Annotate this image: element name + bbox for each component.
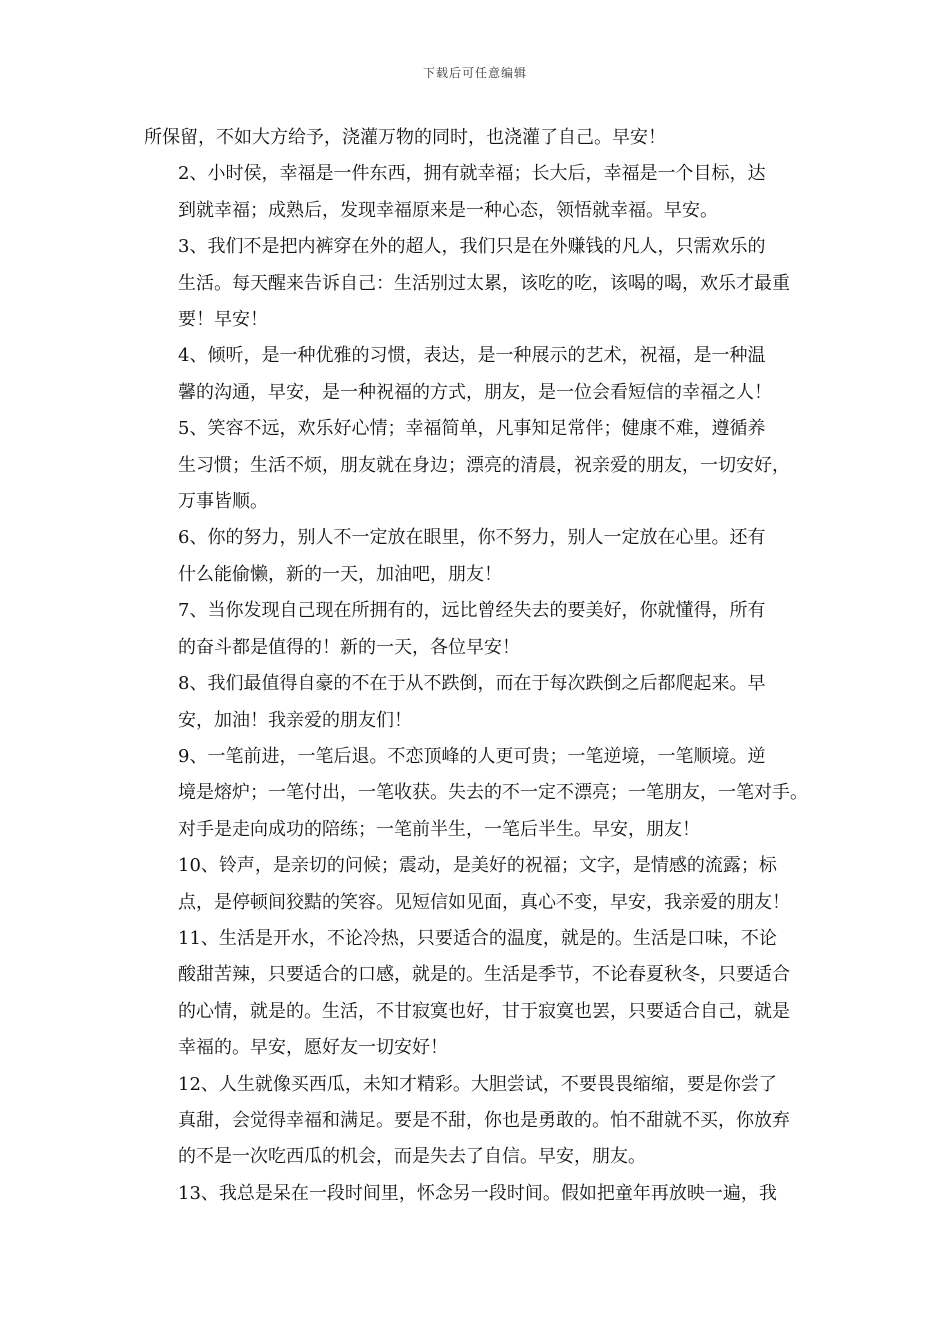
text-line: 的心情，就是的。生活，不甘寂寞也好，甘于寂寞也罢，只要适合自己，就是 <box>178 1000 790 1022</box>
text-line: 2、小时侯，幸福是一件东西，拥有就幸福；长大后，幸福是一个目标，达 <box>178 163 766 185</box>
text-line: 幸福的。早安，愿好友一切安好！ <box>178 1037 448 1059</box>
text-line: 对手是走向成功的陪练；一笔前半生，一笔后半生。早安，朋友！ <box>178 818 700 840</box>
paragraph <box>144 411 806 520</box>
text-line: 要！早安！ <box>178 309 268 331</box>
text-line: 点，是停顿间狡黠的笑容。见短信如见面，真心不变，早安，我亲爱的朋友！ <box>178 891 790 913</box>
text-line: 安，加油！我亲爱的朋友们！ <box>178 709 412 731</box>
paragraph <box>144 229 806 338</box>
text-line: 9、一笔前进，一笔后退。不恋顶峰的人更可贵；一笔逆境，一笔顺境。逆 <box>178 745 766 767</box>
text-line: 4、倾听，是一种优雅的习惯，表达，是一种展示的艺术，祝福，是一种温 <box>178 345 766 367</box>
paragraph <box>144 1176 806 1212</box>
text-line: 10、铃声，是亲切的问候；震动，是美好的祝福；文字，是情感的流露；标 <box>178 855 777 877</box>
paragraph <box>144 921 806 1067</box>
paragraph <box>144 120 806 156</box>
text-line: 11、生活是开水，不论冷热，只要适合的温度，就是的。生活是口味，不论 <box>178 927 777 949</box>
text-line: 13、我总是呆在一段时间里，怀念另一段时间。假如把童年再放映一遍，我 <box>178 1182 777 1204</box>
text-line: 所保留，不如大方给予，浇灌万物的同时，也浇灌了自己。早安！ <box>144 127 666 148</box>
text-line: 到就幸福；成熟后，发现幸福原来是一种心态，领悟就幸福。早安。 <box>178 199 718 221</box>
text-line: 馨的沟通，早安，是一种祝福的方式，朋友，是一位会看短信的幸福之人！ <box>178 381 772 403</box>
text-line: 8、我们最值得自豪的不在于从不跌倒，而在于每次跌倒之后都爬起来。早 <box>178 673 766 695</box>
text-line: 生习惯；生活不烦，朋友就在身边；漂亮的清晨，祝亲爱的朋友，一切安好， <box>178 454 790 476</box>
text-line: 酸甜苦辣，只要适合的口感，就是的。生活是季节，不论春夏秋冬，只要适合 <box>178 964 790 986</box>
text-line: 万事皆顺。 <box>178 491 268 513</box>
paragraph <box>144 338 806 411</box>
paragraph <box>144 666 806 739</box>
text-line: 3、我们不是把内裤穿在外的超人，我们只是在外赚钱的凡人，只需欢乐的 <box>178 236 766 258</box>
text-line: 的不是一次吃西瓜的机会，而是失去了自信。早安，朋友。 <box>178 1146 646 1168</box>
text-line: 5、笑容不远，欢乐好心情；幸福简单，凡事知足常伴；健康不难，遵循养 <box>178 418 766 440</box>
paragraph <box>144 593 806 666</box>
page-header: 下载后可任意编辑 <box>422 66 527 80</box>
text-line: 什么能偷懒，新的一天，加油吧，朋友！ <box>178 563 502 585</box>
paragraph <box>144 739 806 848</box>
text-line: 真甜，会觉得幸福和满足。要是不甜，你也是勇敢的。怕不甜就不买，你放弃 <box>178 1109 790 1131</box>
paragraph <box>144 520 806 593</box>
text-line: 6、你的努力，别人不一定放在眼里，你不努力，别人一定放在心里。还有 <box>178 527 766 549</box>
paragraph <box>144 1067 806 1176</box>
text-line: 7、当你发现自己现在所拥有的，远比曾经失去的要美好，你就懂得，所有 <box>178 600 766 622</box>
paragraph <box>144 848 806 921</box>
paragraph <box>144 156 806 229</box>
text-line: 的奋斗都是值得的！新的一天，各位早安！ <box>178 636 520 658</box>
text-line: 生活。每天醒来告诉自己：生活别过太累，该吃的吃，该喝的喝，欢乐才最重 <box>178 272 790 294</box>
text-line: 12、人生就像买西瓜，未知才精彩。大胆尝试，不要畏畏缩缩，要是你尝了 <box>178 1073 777 1095</box>
text-line: 境是熔炉；一笔付出，一笔收获。失去的不一定不漂亮；一笔朋友，一笔对手。 <box>178 782 808 804</box>
document-body <box>144 120 806 1212</box>
